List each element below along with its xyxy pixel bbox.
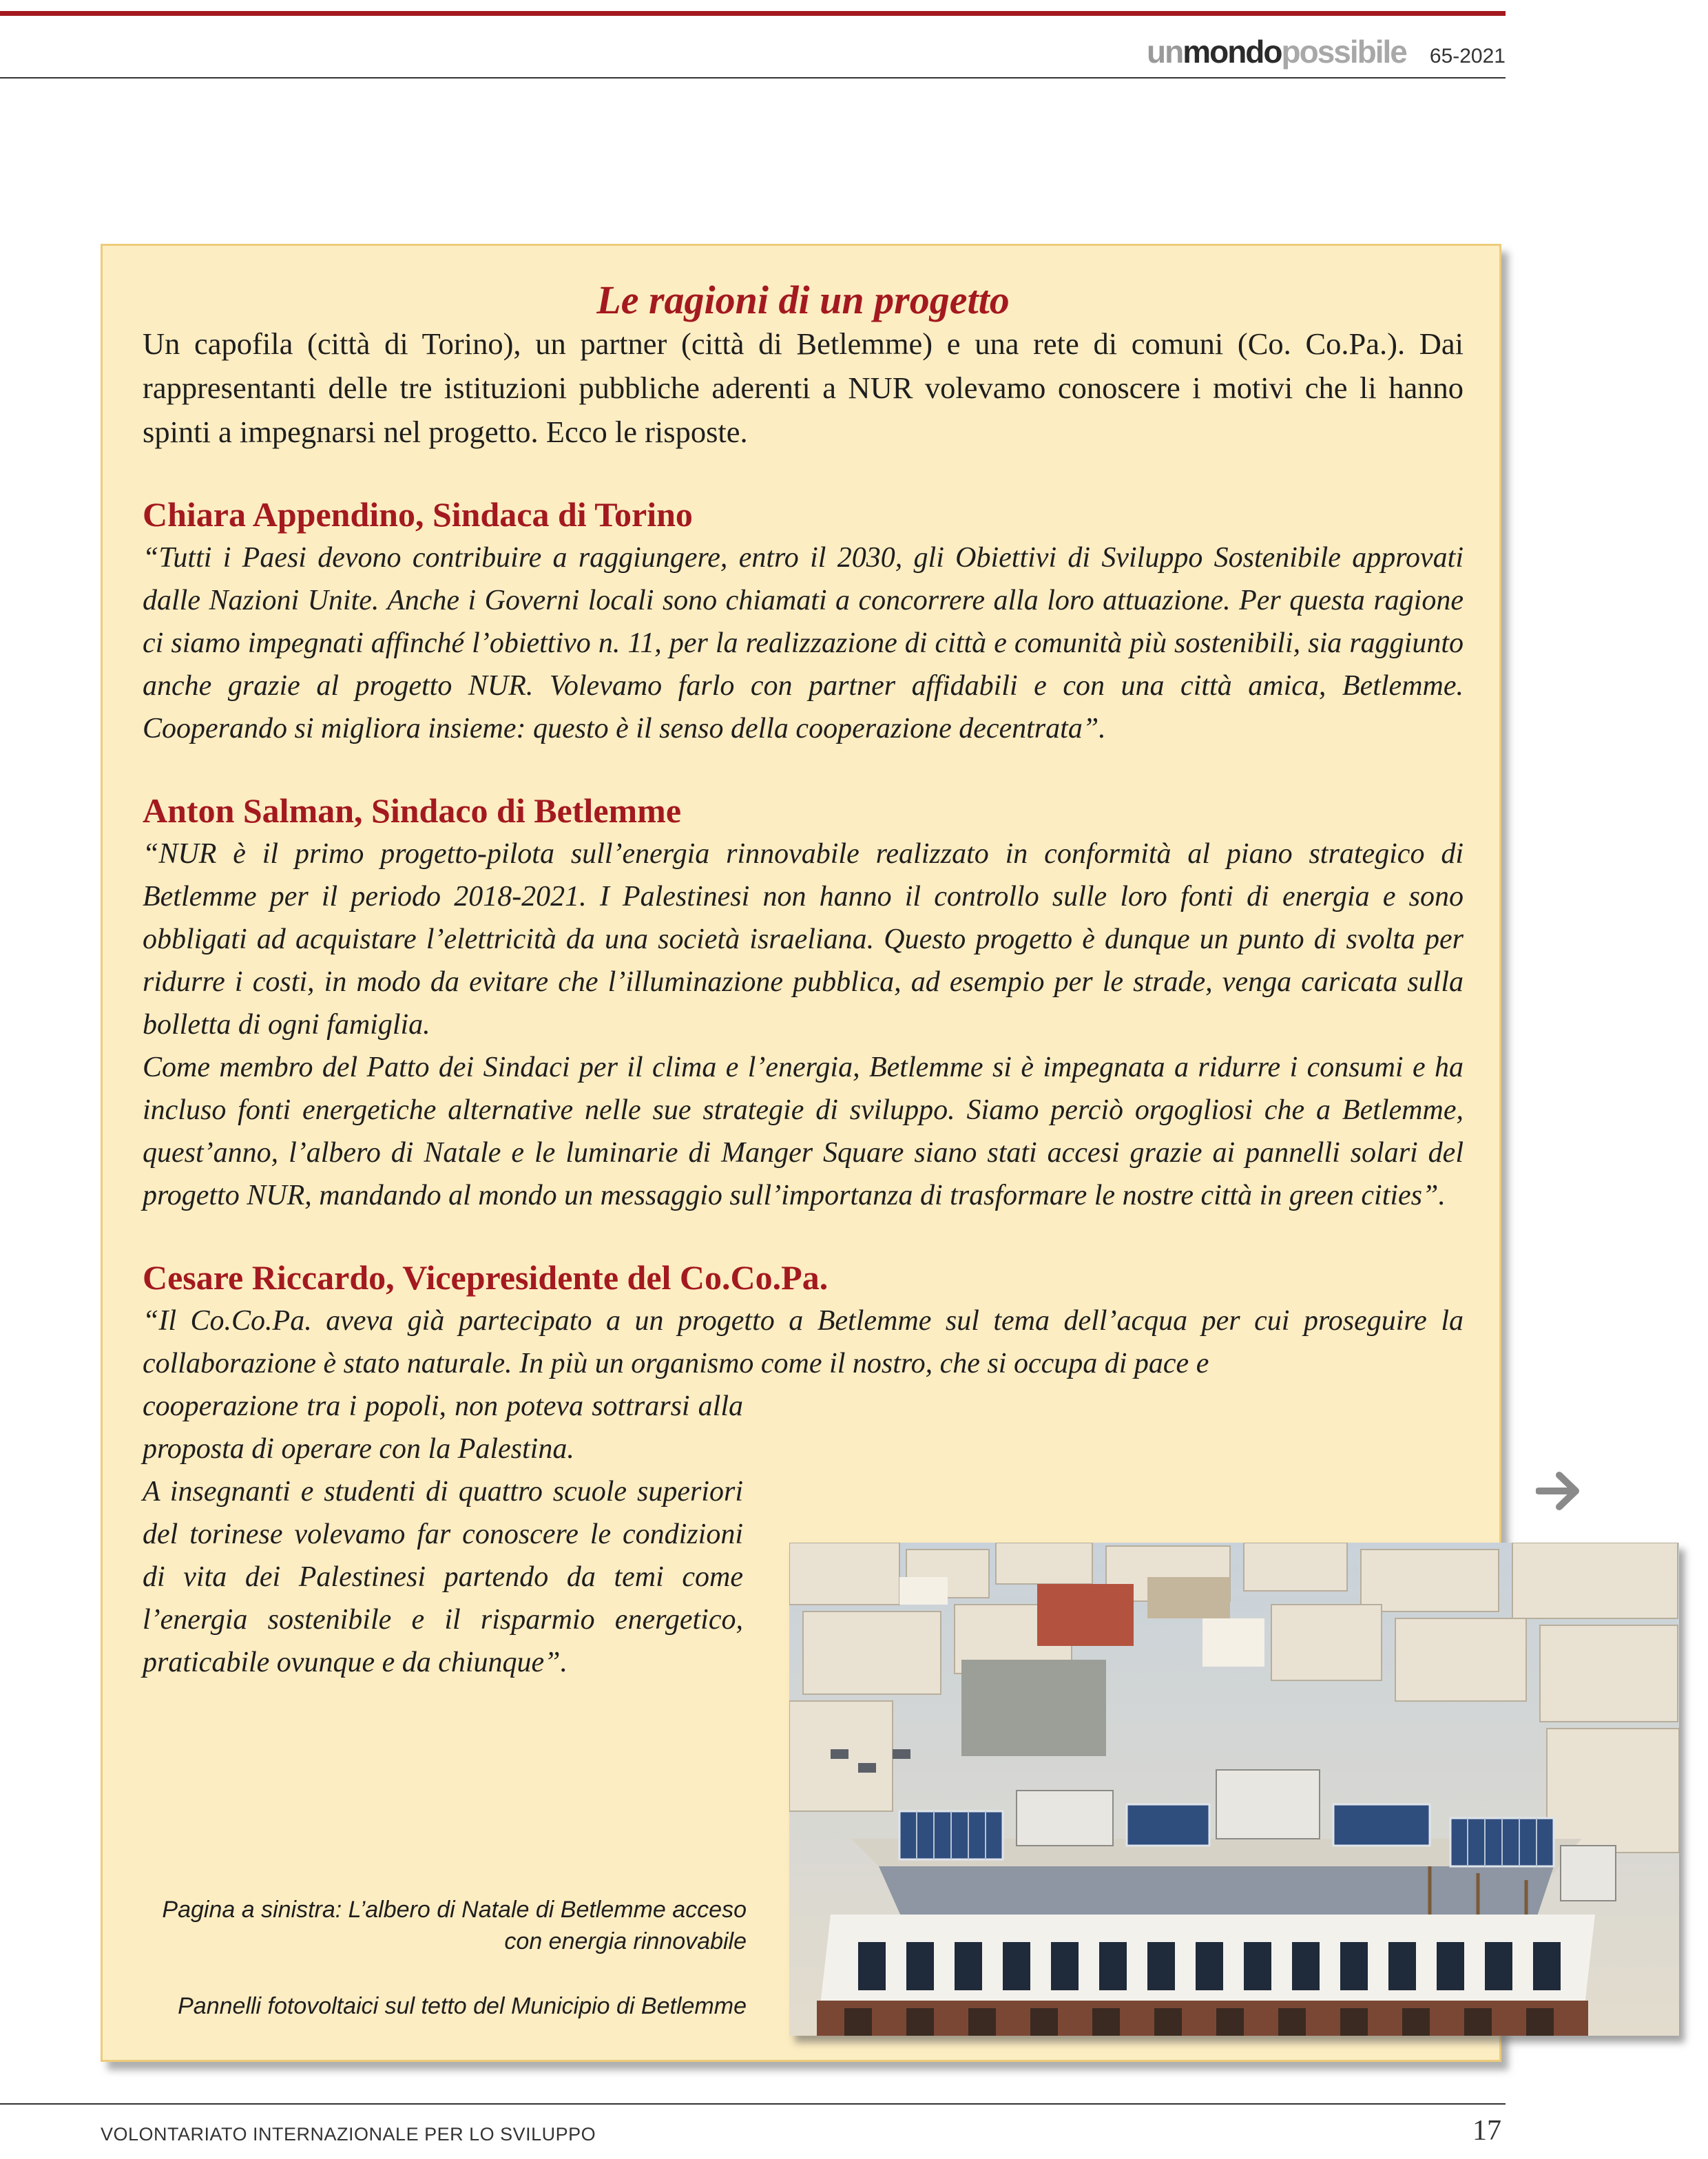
quote-salman-1: “NUR è il primo progetto-pilota sull’energia rinnovabile realizzato in conformità al piano strategico di Betlemme per il periodo 2018-2021. I Palestinesi non hanno il controllo sulle loro fonti di energia e sono obbligati ad acquistare l’elettricità da una società israeliana. Questo progetto è dunque un punto di svolta per ridurre i costi, in modo da evitare che l’illuminazione pubblica, ad esempio per le strade, venga caricata sulla bolletta di ogni famiglia. <box>143 838 1464 1041</box>
header-rule <box>0 77 1506 79</box>
top-rule <box>0 11 1506 16</box>
footer-organization: VOLONTARIATO INTERNAZIONALE PER LO SVILUPPO <box>101 2124 596 2145</box>
caption-photo: Pannelli fotovoltaici sul tetto del Municipio di Betlemme <box>178 1993 747 2019</box>
page-number: 17 <box>1472 2115 1501 2147</box>
masthead <box>1147 33 1506 72</box>
captions <box>135 1894 747 2022</box>
issue-number: 65-2021 <box>1429 45 1506 67</box>
box-title: Le ragioni di un progetto <box>596 278 1010 322</box>
intro-paragraph: Un capofila (città di Torino), un partner (città di Betlemme) e una rete di comuni (Co. Co.Pa.). Dai rappresentanti delle tre istituzioni pubbliche aderenti a NUR volevamo conoscere i motivi che li hanno spinti a impegnarsi nel progetto. Ecco le risposte. <box>143 326 1464 449</box>
arrow-right-icon <box>1536 1467 1584 1515</box>
quote-salman-2: Come membro del Patto dei Sindaci per il clima e l’energia, Betlemme si è impegnata a ridurre i consumi e ha incluso fonti energetiche alternative nelle sue strategie di sviluppo. Siamo perciò orgogliosi che a Betlemme, quest’anno, l’albero di Natale e le luminarie di Manger Square siano stati accesi grazie ai pannelli solari del progetto NUR, mandando al mondo un messaggio sull’importanza di trasformare le nostre città in green cities”. <box>143 1052 1464 1211</box>
quote-riccardo-3: A insegnanti e studenti di quattro scuole superiori del torinese volevamo far conoscere le condizioni di vita dei Palestinesi partendo da temi come l’energia sostenibile e il risparmio energetico, praticabile ovunque e da chiunque”. <box>143 1476 743 1678</box>
magazine-logo: unmondopossibile <box>1147 34 1406 70</box>
photo-solar-panels-town-hall <box>789 1543 1679 2036</box>
quote-riccardo-2: cooperazione tra i popoli, non poteva sottrarsi alla proposta di operare con la Palestina. <box>143 1390 743 1465</box>
quote-riccardo-1: “Il Co.Co.Pa. aveva già partecipato a un progetto a Betlemme sul tema dell’acqua per cui proseguire la collaborazione è stato naturale. In più un organismo come il nostro, che si occupa di pace e <box>143 1305 1464 1379</box>
speaker-heading-appendino: Chiara Appendino, Sindaca di Torino <box>143 495 693 534</box>
quote-appendino: “Tutti i Paesi devono contribuire a raggiungere, entro il 2030, gli Obiettivi di Sviluppo Sostenibile approvati dalle Nazioni Unite. Anche i Governi locali sono chiamati a concorrere alla loro attuazione. Per questa ragione ci siamo impegnati affinché l’obiettivo n. 11, per la realizzazione di città e comunità più sostenibili, sia raggiunto anche grazie al progetto NUR. Volevamo farlo con partner affidabili e con una città amica, Betlemme. Cooperando si migliora insieme: questo è il senso della cooperazione decentrata”. <box>143 542 1464 744</box>
speaker-heading-salman: Anton Salman, Sindaco di Betlemme <box>143 791 682 830</box>
speaker-heading-riccardo: Cesare Riccardo, Vicepresidente del Co.Co.Pa. <box>143 1258 829 1297</box>
caption-left-page: Pagina a sinistra: L’albero di Natale di Betlemme acceso con energia rinnovabile <box>162 1897 747 1954</box>
footer-rule <box>0 2103 1506 2105</box>
